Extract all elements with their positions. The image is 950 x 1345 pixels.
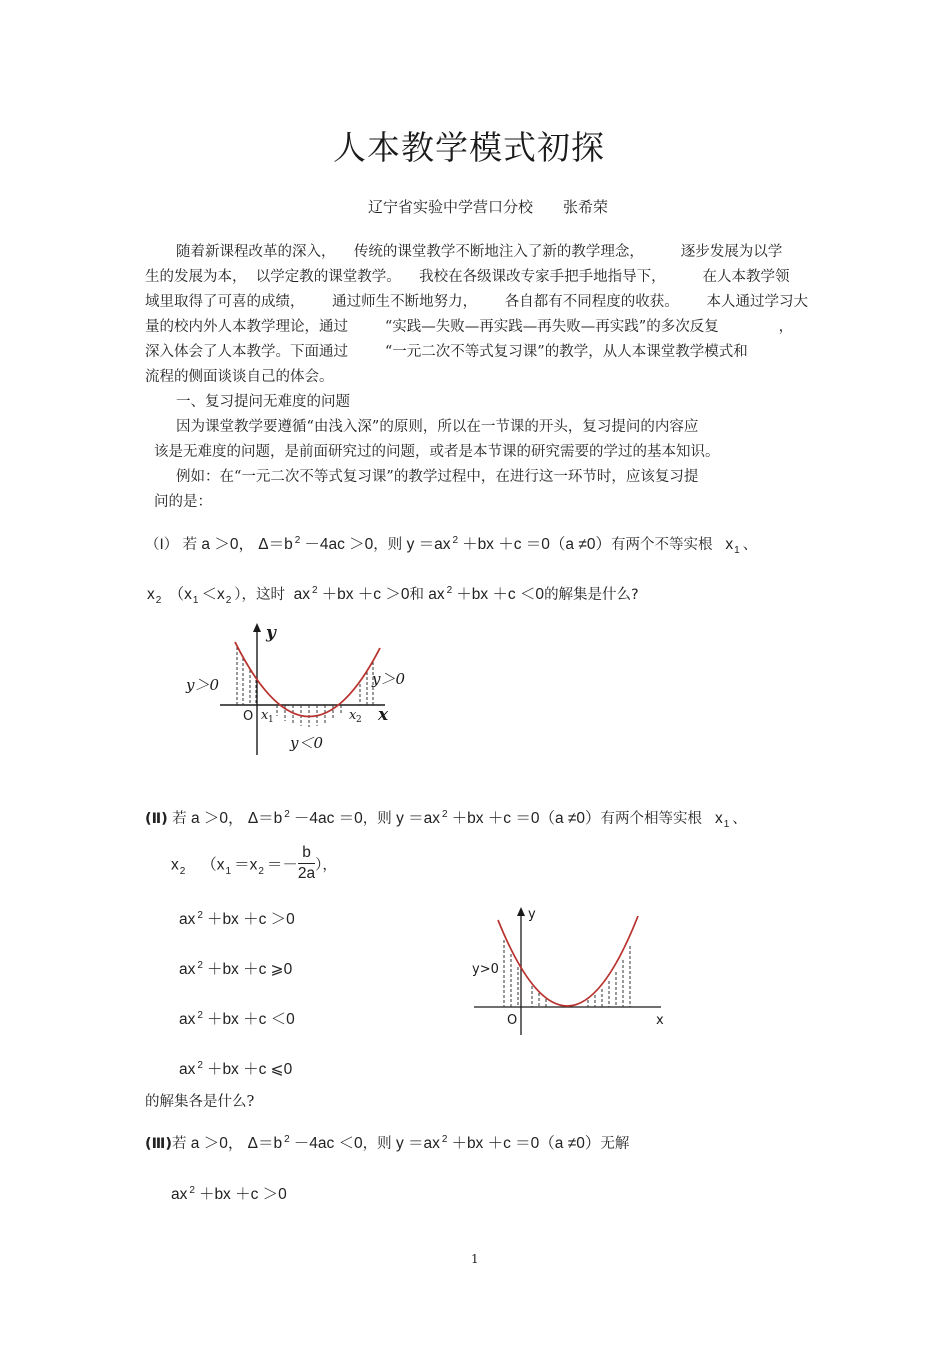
sub: 1 [225, 865, 232, 877]
y-axis-arrow [253, 623, 261, 632]
graph-double-root [466, 902, 676, 1037]
ineq-lhs: ax [179, 1061, 196, 1078]
sup: 2 [442, 809, 448, 820]
x1-sub: 1 [268, 715, 274, 725]
case2-root-a: （x [201, 856, 225, 874]
case2-roots-text: 有两个相等实根 [600, 811, 703, 827]
case2-dun: 、 [732, 811, 747, 827]
x1-label: x [261, 708, 269, 723]
case1-cond2-b: ＜x [201, 586, 225, 603]
case2-line1 [145, 806, 747, 828]
ineq-rhs: ＋bx ＋c ＞0 [198, 1186, 287, 1203]
sup: 2 [312, 585, 318, 596]
sup: 2 [446, 585, 453, 596]
case2-question: 的解集各是什么? [145, 1094, 255, 1110]
case1-ruo: 若 [182, 537, 198, 553]
case1-cond: a ＞0， [201, 536, 254, 553]
case3-text: 无解 [600, 1136, 630, 1152]
sup: 2 [197, 910, 203, 921]
case2-eq-a: y ＝ax [396, 810, 441, 827]
case1-x2: x [147, 586, 155, 603]
case1-cond2-a: （x [168, 586, 192, 603]
sub: 1 [734, 545, 740, 556]
sub: 2 [258, 865, 264, 877]
case1-ineq1-b: ＋bx ＋c ＞0 [321, 586, 410, 603]
sup: 2 [284, 809, 290, 820]
case1-line2 [147, 582, 639, 604]
case2-delta-rest: －4ac ＝0 [293, 810, 363, 827]
case2-ze: ，则 [362, 811, 392, 827]
case2-ineq [179, 957, 292, 979]
ineq-lhs: ax [179, 1011, 196, 1028]
case2-line2 [171, 845, 337, 886]
case1-x1: x [725, 536, 734, 553]
origin-label: O [507, 1013, 518, 1028]
intro-line: 深入体会了人本教学。下面通过 “一元二次不等式复习课”的教学，从人本课堂教学模式和 [145, 344, 748, 360]
case1-question: 的解集是什么? [544, 587, 639, 603]
case1-ineq2-b: ＋bx ＋c ＜0 [456, 586, 545, 603]
ineq-lhs: ax [179, 961, 196, 978]
case3-delta-rest: －4ac ＜0 [293, 1135, 363, 1152]
ineq-lhs: ax [179, 911, 196, 928]
case3-delta: Δ＝b [247, 1135, 283, 1152]
case1-label: （Ⅰ） [145, 537, 179, 553]
author-name: 张希荣 [563, 198, 609, 216]
label-positive-left: y＞0 [186, 676, 220, 694]
sup: 2 [294, 535, 301, 546]
sub: 1 [723, 819, 730, 830]
intro-line: 随着新课程改革的深入， 传统的课堂教学不断地注入了新的教学理念， 逐步发展为以学 [176, 244, 783, 260]
case2-label: (Ⅱ) [145, 811, 168, 827]
label-positive-right: y＞0 [372, 670, 406, 688]
ineq-rhs: ＋bx ＋c ⩽0 [206, 1061, 293, 1078]
parabola-curve [498, 916, 638, 1006]
sup: 2 [452, 535, 459, 546]
case3-eq-a: y ＝ax [395, 1135, 440, 1152]
x-axis-label: x [378, 705, 389, 725]
page-number: 1 [471, 1252, 479, 1266]
intro-line: 生的发展为本， 以学定教的课堂教学。 我校在各级课改专家手把手地指导下， 在人本教学领 [145, 269, 790, 285]
case2-x2: x [171, 856, 179, 874]
sup: 2 [189, 1185, 195, 1196]
case1-cond2-c: ），这时 [234, 587, 286, 603]
section-para-line: 例如：在“一元二次不等式复习课”的教学过程中，在进行这一环节时，应该复习提 [176, 469, 699, 485]
section-para-line: 问的是： [154, 494, 212, 510]
page-title: 人本教学模式初探 [333, 128, 605, 167]
y-axis-arrow [517, 907, 525, 916]
case2-root-c: ＝－ [266, 856, 298, 874]
author-school: 辽宁省实验中学营口分校 [368, 198, 534, 216]
case1-roots-text: 有两个不等实根 [610, 537, 713, 553]
case2-root-d: ）， [315, 857, 337, 874]
fraction-numerator: b [298, 843, 315, 864]
case1-delta: Δ＝b [258, 536, 293, 553]
hatch-left [237, 647, 256, 705]
sup: 2 [284, 1134, 290, 1145]
fraction-denominator: 2a [297, 865, 316, 882]
ineq-rhs: ＋bx ＋c ＜0 [206, 1011, 295, 1028]
case1-ze: ，则 [373, 537, 403, 553]
label-positive: y>0 [472, 962, 499, 977]
sup: 2 [197, 960, 203, 971]
case2-ineq [179, 1007, 295, 1029]
case1-ineq2-a: ax [428, 586, 445, 603]
ineq-rhs: ＋bx ＋c ＞0 [206, 911, 295, 928]
y-axis-label: y [528, 907, 536, 922]
sub: 1 [192, 595, 199, 606]
ineq-lhs: ax [171, 1186, 188, 1203]
case1-delta-rest: －4ac ＞0 [304, 536, 374, 553]
case3-ze: ，则 [362, 1136, 392, 1152]
x-axis-label: x [656, 1013, 664, 1028]
case1-eq-a: y ＝ax [406, 536, 451, 553]
case3-cond: a ＞0， [190, 1135, 244, 1152]
intro-line: 量的校内外人本教学理论，通过 “实践—失败—再实践—再失败—再实践”的多次反复 ， [145, 319, 794, 335]
section-para-line: 因为课堂教学要遵循“由浅入深”的原则，所以在一节课的开头，复习提问的内容应 [176, 419, 699, 435]
graph-two-roots [180, 620, 420, 760]
x2-sub: 2 [356, 715, 362, 725]
case2-root-b: ＝x [234, 856, 258, 874]
case2-ineq [179, 907, 295, 929]
ineq-rhs: ＋bx ＋c ⩾0 [206, 961, 293, 978]
case2-delta: Δ＝b [247, 810, 283, 827]
case2-ruo: 若 [172, 811, 187, 827]
case3-eq-b: ＋bx ＋c ＝0（a ≠0） [451, 1135, 601, 1152]
sup: 2 [197, 1060, 203, 1071]
case1-dun: 、 [742, 537, 758, 553]
section-para-line: 该是无难度的问题，是前面研究过的问题，或者是本节课的研究需要的学过的基本知识。 [154, 444, 720, 460]
intro-line: 流程的侧面谈谈自己的体会。 [145, 369, 334, 385]
sup: 2 [441, 1134, 448, 1145]
case2-x1: x [714, 810, 723, 827]
intro-line: 域里取得了可喜的成绩， 通过师生不断地努力， 各自都有不同程度的收获。 本人通过学习大 [145, 294, 808, 310]
hatch-right [588, 946, 630, 1007]
case1-ineq1-a: ax [293, 586, 311, 603]
case1-eq-b: ＋bx ＋c ＝0（a ≠0） [462, 536, 611, 553]
origin-label: O [243, 709, 254, 724]
case3-ruo: 若 [171, 1136, 187, 1152]
label-negative: y＜0 [290, 734, 324, 752]
case1-he: 和 [409, 587, 424, 603]
case1-line1 [145, 532, 757, 554]
fraction-b-over-2a [298, 843, 315, 884]
case3-label: (Ⅲ) [145, 1136, 172, 1152]
case2-ineq [179, 1057, 292, 1079]
sub: 2 [225, 595, 232, 606]
case2-cond: a ＞0， [190, 810, 244, 827]
x2-label: x [349, 708, 357, 723]
sup: 2 [197, 1010, 203, 1021]
y-axis-label: y [266, 623, 276, 643]
section-heading: 一、复习提问无难度的问题 [176, 394, 350, 410]
case3-line1 [145, 1131, 629, 1153]
case2-eq-b: ＋bx ＋c ＝0（a ≠0） [451, 810, 601, 827]
sub: 2 [179, 865, 186, 877]
sub: 2 [155, 595, 162, 606]
case3-ineq [171, 1182, 287, 1204]
